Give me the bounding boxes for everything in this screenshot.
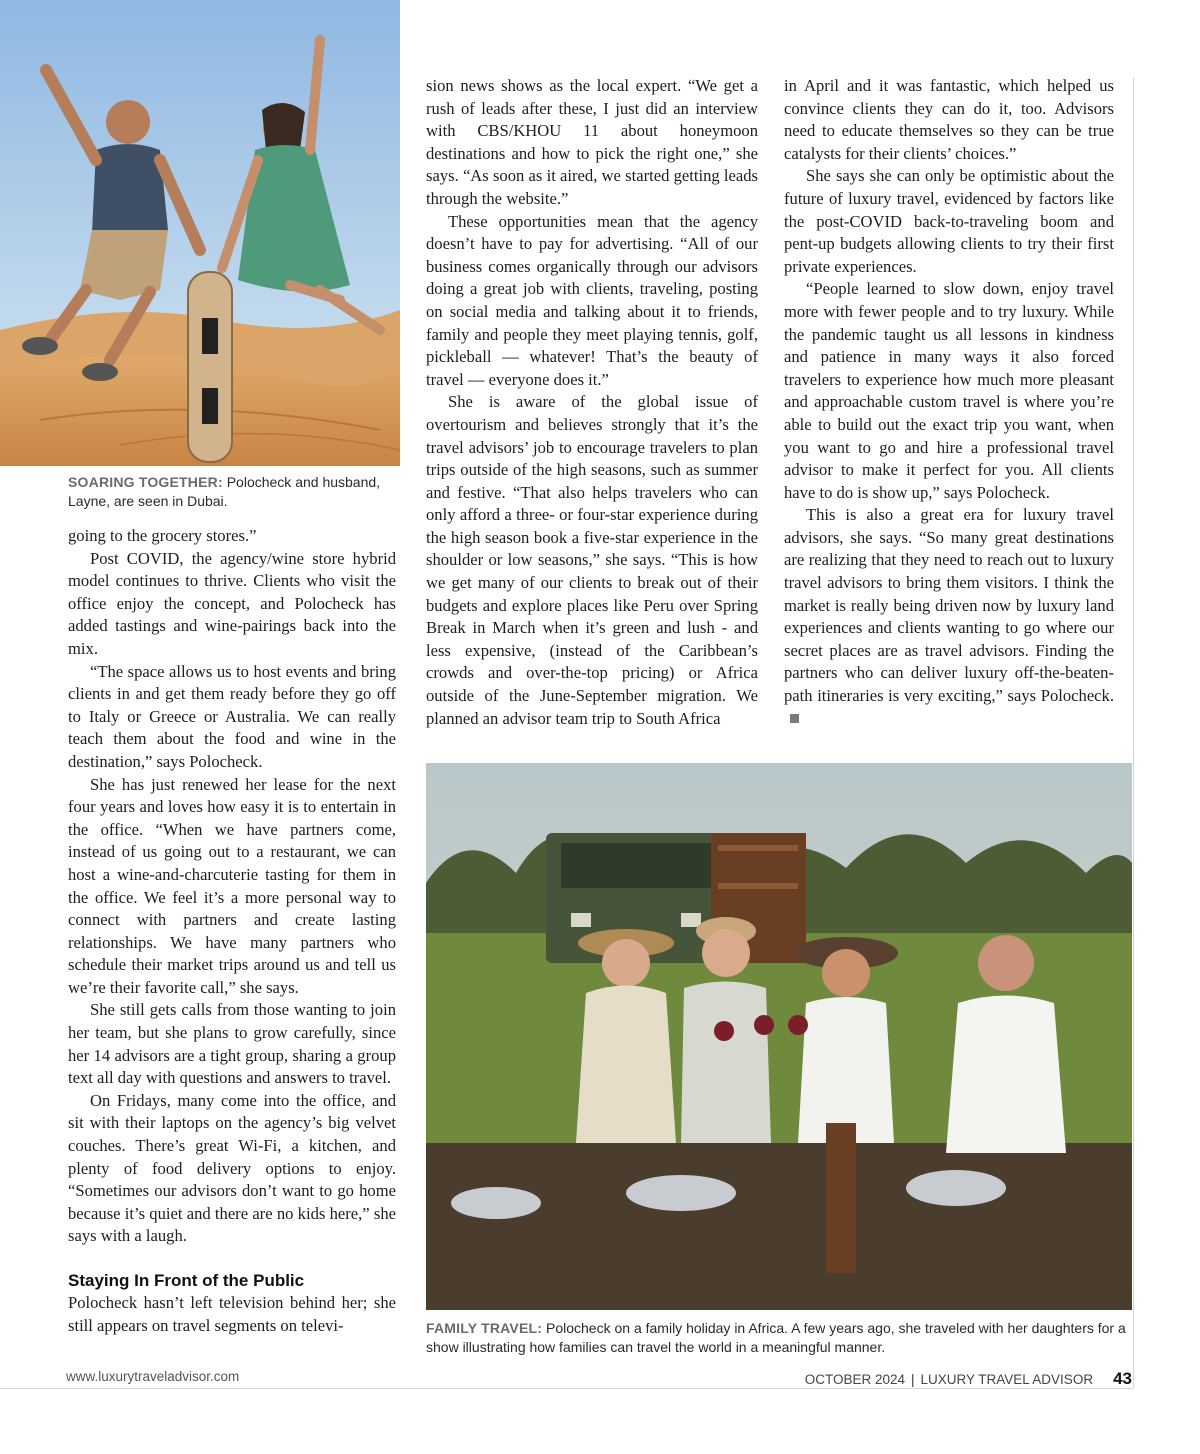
paragraph: “The space allows us to host events and bring clients in and get them ready before they go off to Italy or Greece or Australia. We can really teach them about the food and wine in the destination,” says Polocheck.: [68, 661, 396, 771]
footer-folio: [805, 1369, 1132, 1389]
photo-africa-family: [426, 763, 1132, 1310]
end-of-article-mark: [790, 714, 799, 723]
caption-text: Polocheck on a family holiday in Africa. A few years ago, she traveled with her daughters for a show illustrating how families can travel the world in a meaningful manner.: [426, 1320, 1126, 1355]
page-number: 43: [1113, 1369, 1132, 1388]
photo-dubai-jump: [0, 0, 400, 466]
column-divider: [1133, 78, 1134, 1388]
paragraph: sion news shows as the local expert. “We get a rush of leads after these, I just did an interview with CBS/KHOU 11 about honeymoon destinations and how to pick the right one,” she says. “As soon as it aired, we started getting leads through the website.”: [426, 76, 758, 208]
article-column-1: [68, 525, 396, 1337]
paragraph: She has just renewed her lease for the next four years and loves how easy it is to entertain in the office. “When we have partners come, instead of us going out to a restaurant, we can host a wine-and-charcuterie tasting for them in the office. We feel it’s a more personal way to connect with partners and create lasting relationships. We have many partners who schedule their market trips around us and tell us we’re their favorite call,” she says.: [68, 774, 396, 997]
paragraph: On Fridays, many come into the office, and sit with their laptops on the agency’s big velvet couches. There’s great Wi-Fi, a kitchen, and plenty of food delivery options to enjoy. “Sometimes our advisors don’t want to go home because it’s quiet and there are no kids here,” she says with a laugh.: [68, 1090, 396, 1246]
africa-photo-illustration: [426, 763, 1132, 1310]
paragraph: “People learned to slow down, enjoy travel more with fewer people and to try luxury. While the pandemic taught us all lessons in kindness and patience in many ways it also forced travelers to experience how much more pleasant and approachable custom travel is where you’re able to build out the exact trip you want, when you want to go and hire a professional travel advisor to make it perfect for you. All clients have to do is show up,” says Polocheck.: [784, 279, 1114, 502]
footer-issue: OCTOBER 2024: [804, 1372, 905, 1387]
paragraph-text: This is also a great era for luxury travel advisors, she says. “So many great destinations are realizing that they need to reach out to luxury travel advisors to bring them visitors. I think the market is really being driven now by luxury land experiences and clients wanting to go where our secret places are as travel advisors. Finding the partners who can deliver luxury off-the-beaten-path itineraries is very exciting,” says Polocheck.: [784, 505, 1114, 706]
paragraph: [784, 504, 1114, 730]
section-subhead: Staying In Front of the Public: [68, 1271, 305, 1290]
caption-lead: SOARING TOGETHER:: [68, 474, 223, 490]
paragraph: Post COVID, the agency/wine store hybrid model continues to thrive. Clients who visit the office enjoy the concept, and Polocheck has added tastings and wine-pairings back into the mix.: [68, 548, 396, 658]
dubai-photo-illustration: [0, 0, 400, 466]
caption-text: Polocheck and husband, Layne, are seen in Dubai.: [68, 474, 381, 509]
paragraph: She still gets calls from those wanting to join her team, but she plans to grow carefully, since her 14 advisors are a tight group, sharing a group text all day with questions and answers to travel.: [68, 1000, 396, 1088]
footer-magazine: LUXURY TRAVEL ADVISOR: [920, 1372, 1094, 1387]
paragraph: These opportunities mean that the agency doesn’t have to pay for advertising. “All of our business comes organically through our advisors doing a great job with clients, traveling, posting on social media and talking about it to friends, family and people they meet playing tennis, golf, pickleball — whatever! That’s the beauty of travel — everyone does it.”: [426, 211, 758, 389]
footer-separator: |: [910, 1372, 915, 1387]
article-column-3: [784, 75, 1114, 730]
caption-dubai: [68, 473, 398, 511]
paragraph: She is aware of the global issue of overtourism and believes strongly that it’s the travel advisors’ job to encourage travelers to plan trips outside of the high seasons, such as summer and festive. “That also helps travelers who can only afford a three- or four-star experience during the high season book a five-star experience in the shoulder or low seasons,” she says. “This is how we get many of our clients to break out of their budgets and explore places like Peru over Spring Break in March when it’s green and lush - and less expensive, (instead of the Caribbean’s crowds and over-the-top pricing) or Africa outside of the June-September migration. We planned an advisor team trip to South Africa: [426, 392, 758, 728]
footer-url: www.luxurytraveladvisor.com: [66, 1369, 240, 1384]
paragraph: going to the grocery stores.”: [68, 526, 257, 545]
paragraph: She says she can only be optimistic about the future of luxury travel, evidenced by factors like the post-COVID back-to-traveling boom and pent-up budgets allowing clients to try their first private experiences.: [784, 166, 1114, 276]
article-column-2: [426, 75, 758, 730]
caption-lead: FAMILY TRAVEL:: [426, 1320, 543, 1336]
caption-africa: [426, 1319, 1126, 1357]
paragraph: Polocheck hasn’t left television behind her; she still appears on travel segments on televi-: [68, 1293, 396, 1335]
paragraph: in April and it was fantastic, which helped us convince clients they can do it, too. Advisors need to educate themselves so they can be true catalysts for their clients’ choices.”: [784, 76, 1114, 163]
